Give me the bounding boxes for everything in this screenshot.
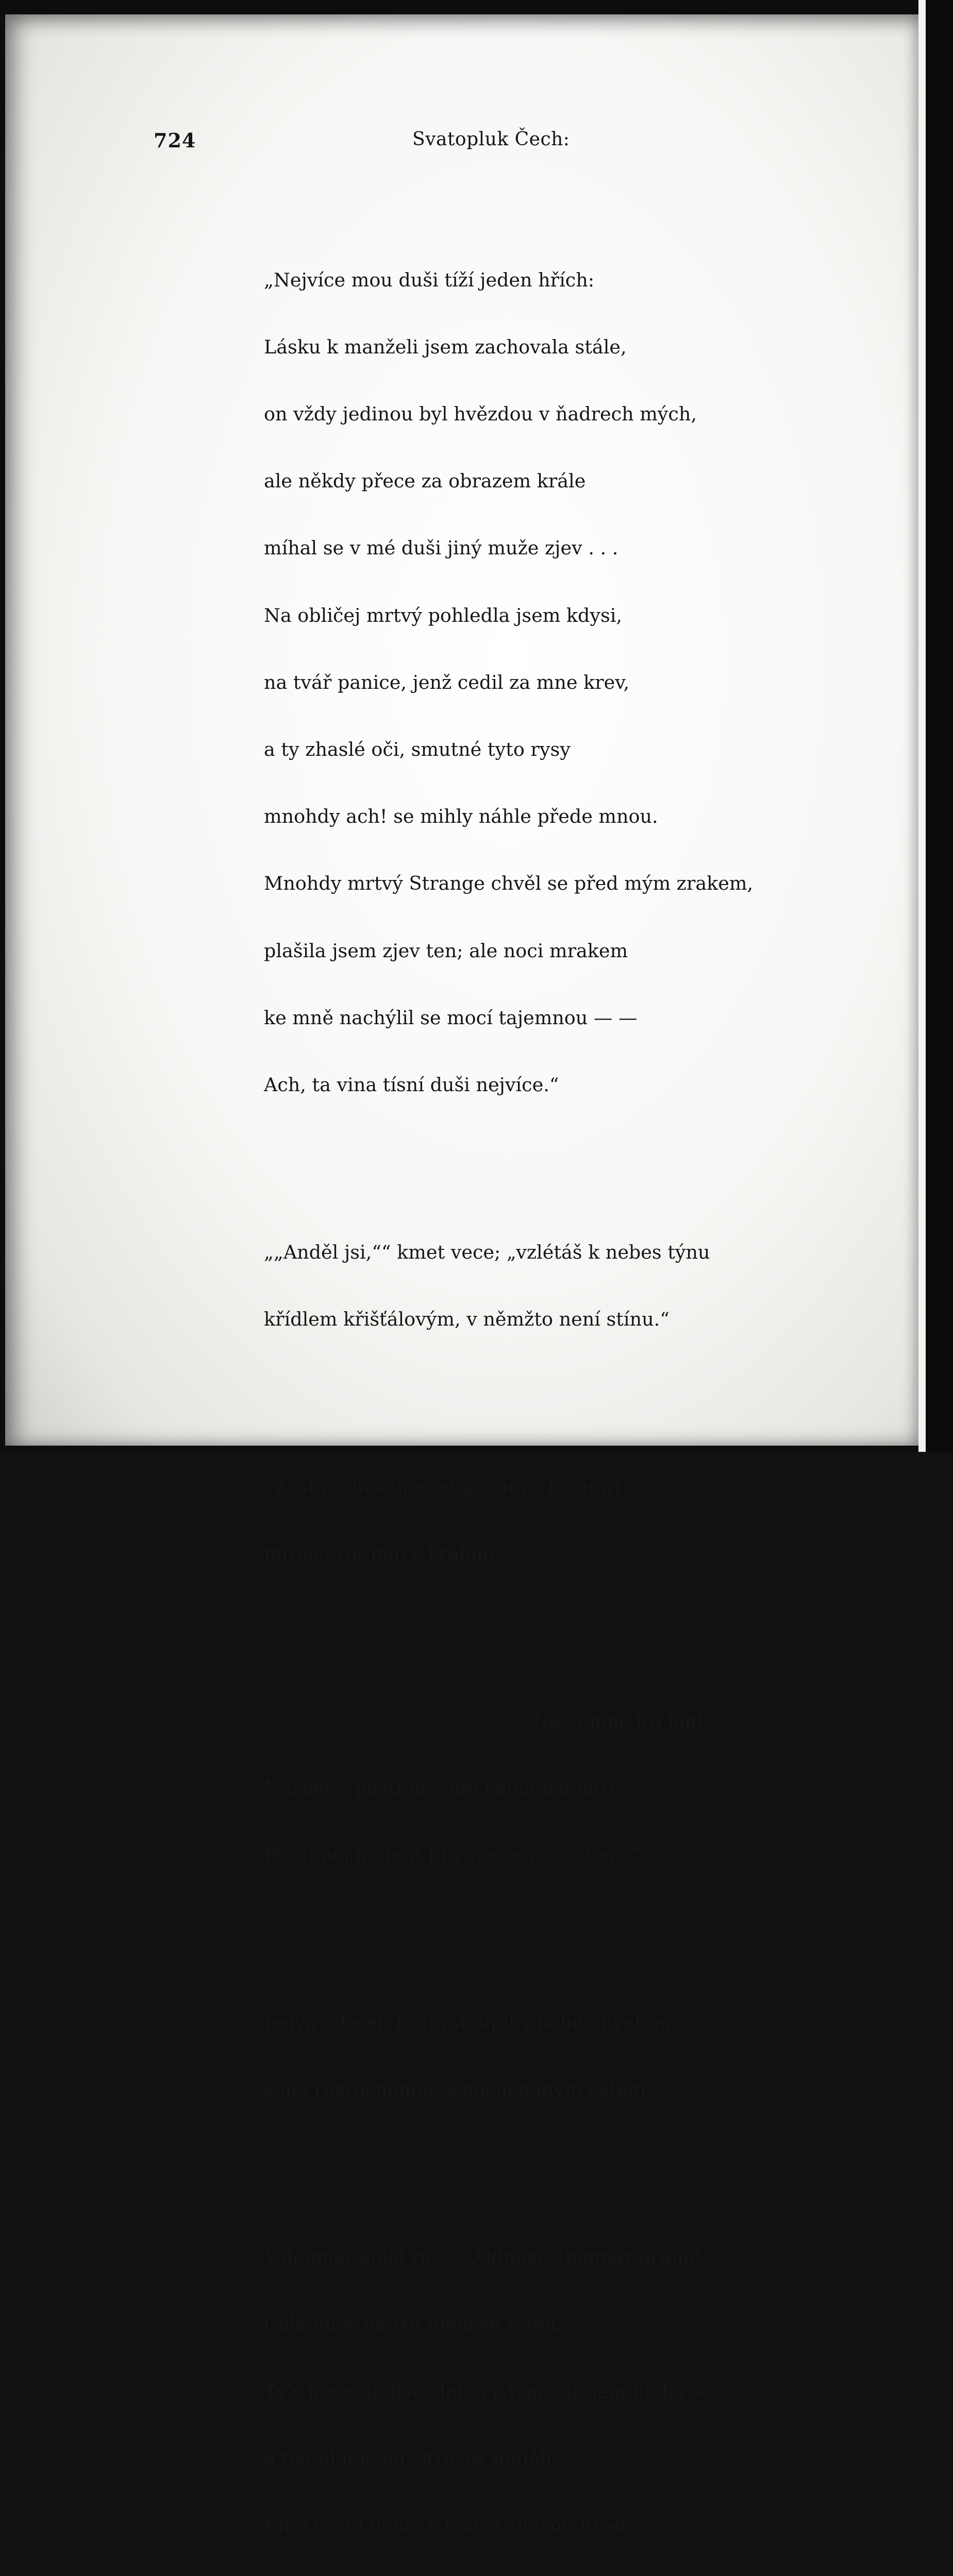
scan-border	[926, 0, 953, 1452]
poem-line: „Nejvíce mou duši tíží jeden hřích:	[264, 268, 594, 291]
book-page	[5, 14, 918, 2537]
poem-line: míhal se v mé duši jiný muže zjev . . .	[264, 537, 618, 560]
poem-line: a ty zhaslé oči, smutné tyto rysy	[264, 738, 571, 761]
poem-line: ale někdy přece za obrazem krále	[264, 470, 586, 493]
running-head: Svatopluk Čech:	[412, 129, 570, 150]
poem-line: Na obličej mrtvý pohledla jsem kdysi,	[264, 604, 623, 626]
poem-line: Ach, ta vina tísní duši nejvíce.“	[264, 1074, 559, 1096]
poem-line: plašila jsem zjev ten; ale noci mrakem	[264, 939, 628, 962]
page-header	[5, 129, 918, 155]
poem-line-indented: „„Nech mne jíti jen!	[513, 1709, 705, 1732]
poem-line: Valdemar spjal ruce: „Odpusť, Dagmar drahá!	[264, 2246, 703, 2268]
stanza	[264, 1196, 753, 1375]
poem-line: „„Anděl jsi,““ kmet vece; „vzlétáš k nebes týnu	[264, 1241, 710, 1263]
poem-line: „Zůstaň, biskupe, ať poznovu tě smíří	[264, 1475, 622, 1498]
poem-line: Požehnej mi jen! Jdu šťasten, očistěn.““	[264, 1844, 640, 1867]
stanza	[264, 1967, 753, 2145]
poem-line: on vždy jedinou byl hvězdou v ňadrech mých,	[264, 403, 697, 426]
poem-line: Lásku k manželi jsem zachovala stále,	[264, 335, 627, 358]
poem-line: křídlem křišťálovým, v němžto není stínu.“	[264, 1308, 670, 1331]
poem-line: Klnu vášni liché, v ňadru žhavou lítost,	[264, 2514, 634, 2537]
poem-line: mnohdy ach! se mihly náhle přede mnou.	[264, 805, 658, 828]
poem-line: Celá duše na rtu mém se tetelí:	[264, 2313, 563, 2335]
stanza	[264, 2201, 753, 2576]
page-edge-strip	[918, 0, 926, 1452]
poem-line: Mnohdy mrtvý Strange chvěl se před mým zrakem,	[264, 872, 754, 895]
stanza	[264, 224, 753, 1141]
poem-line: Nazpět v pustinu chod kajícníka míří.	[264, 1777, 621, 1800]
poem-line: na tvář panice, jenž cedil za mne krev,	[264, 671, 630, 693]
poem-line: Jedva odešel, král vstoupil v kobu chvatem,	[264, 2011, 677, 2034]
poem-text	[264, 179, 753, 2576]
page-number: 724	[154, 129, 196, 152]
poem-line: a teď ulétáš mi, strážný anděli?!	[264, 2447, 570, 2469]
stanza	[264, 1431, 753, 1609]
poem-line: Ty's jen mojí hvězdou, čistým zdrojem blaha —	[264, 2380, 710, 2402]
poem-line: mroucí ret můj s králem.“	[264, 1543, 510, 1565]
poem-line: ke mně nachýlil se mocí tajemnou — —	[264, 1006, 638, 1029]
poem-line: s lící rozrůzněnou, s pocuchaným šatem.	[264, 2078, 652, 2101]
stanza	[264, 1665, 753, 1911]
